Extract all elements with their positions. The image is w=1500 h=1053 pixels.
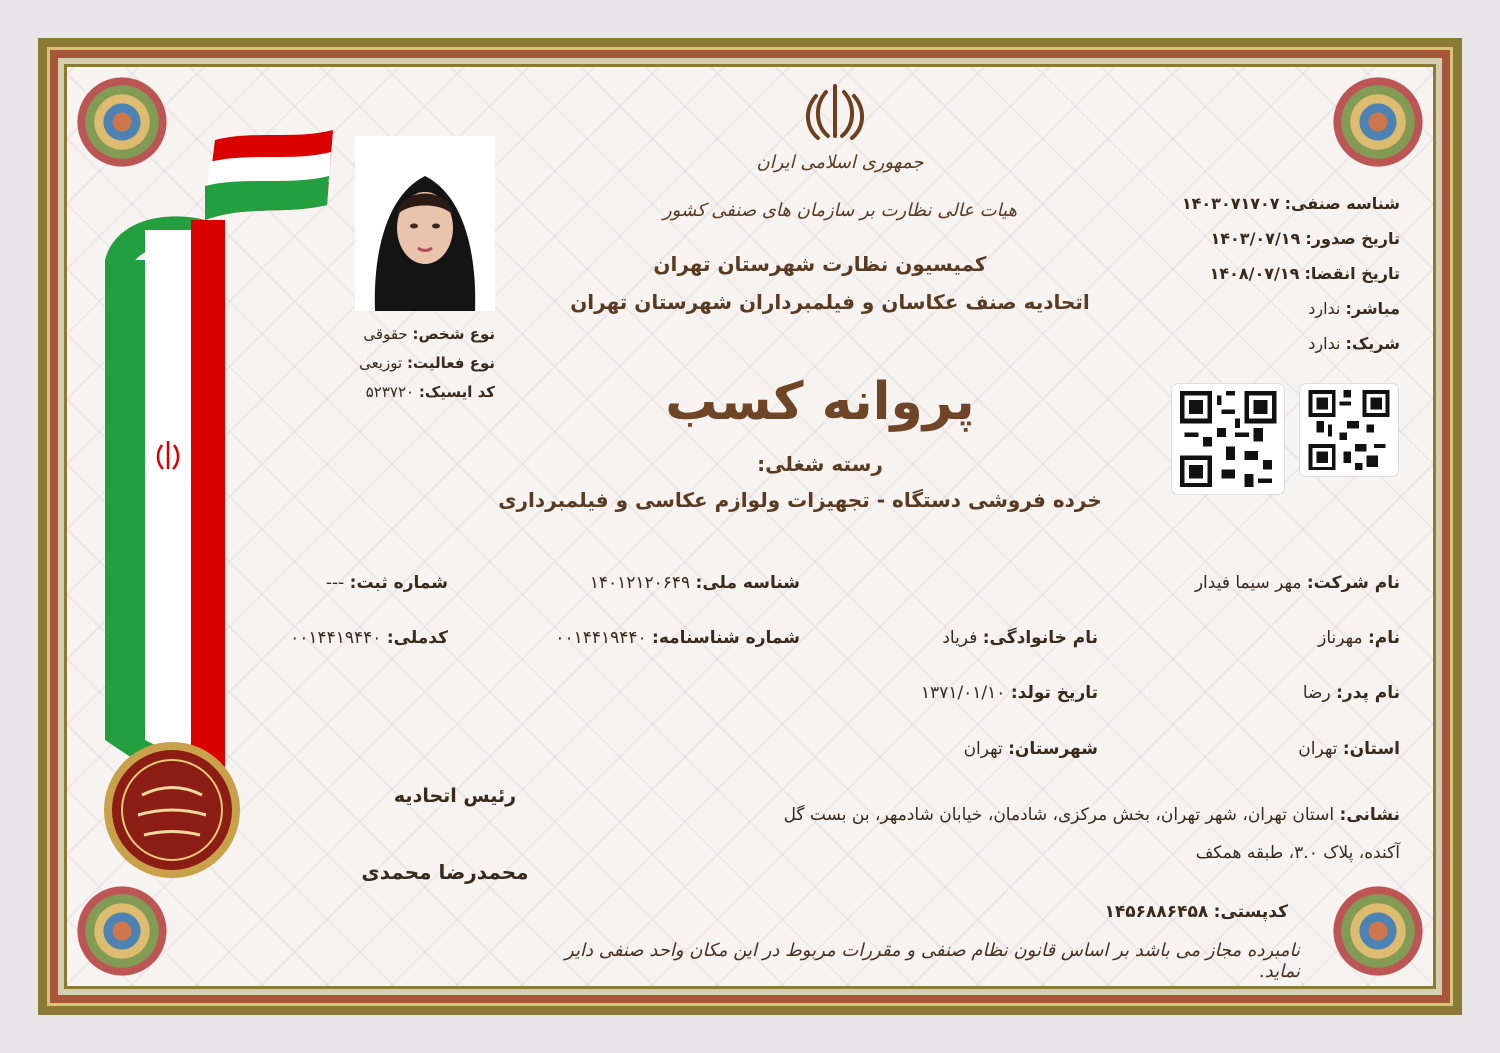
partner-row xyxy=(1080,326,1400,361)
first-name-label: نام: xyxy=(1367,628,1400,648)
company-field xyxy=(1195,573,1400,593)
expiry-date-row xyxy=(1080,256,1400,291)
birth-certificate-label: شماره شناسنامه: xyxy=(652,628,800,648)
first-name-field xyxy=(1318,628,1400,648)
license-info xyxy=(1080,186,1400,361)
father-name-field xyxy=(1303,683,1400,703)
iran-emblem-icon xyxy=(800,82,870,142)
national-id-field xyxy=(590,573,800,593)
category-label: رسته شغلی: xyxy=(757,452,883,476)
corner-ornament-icon xyxy=(1332,885,1424,977)
commission-text: کمیسیون نظارت شهرستان تهران xyxy=(653,252,987,276)
birth-date-field xyxy=(921,683,1098,703)
partner-label: شریک: xyxy=(1345,334,1400,353)
guild-id-row xyxy=(1080,186,1400,221)
person-type-value: حقوقی xyxy=(363,325,408,343)
signature-name: محمدرضا محمدی xyxy=(361,860,529,884)
family-name-field xyxy=(942,628,1098,648)
board-text: هیات عالی نظارت بر سازمان های صنفی کشور xyxy=(662,200,1018,221)
document-title: پروانه کسب xyxy=(665,372,975,432)
issue-date-row xyxy=(1080,221,1400,256)
republic-text: جمهوری اسلامی ایران xyxy=(756,152,924,173)
company-label: نام شرکت: xyxy=(1306,573,1400,593)
family-name-label: نام خانوادگی: xyxy=(982,628,1098,648)
union-text: اتحادیه صنف عکاسان و فیلمبرداران شهرستان تهران xyxy=(570,290,1090,314)
category-value: خرده فروشی دستگاه - تجهیزات ولوازم عکاسی و فیلمبرداری xyxy=(498,488,1102,512)
manager-label: مباشر: xyxy=(1345,299,1400,318)
province-value: تهران xyxy=(1298,739,1338,759)
signature-title: رئیس اتحادیه xyxy=(393,785,517,807)
birth-date-value: ۱۳۷۱/۰۱/۱۰ xyxy=(920,683,1006,703)
company-value: مهر سیما فیدار xyxy=(1194,573,1302,593)
applicant-photo xyxy=(355,136,495,311)
national-id-label: شناسه ملی: xyxy=(695,573,800,593)
postal-code-field xyxy=(1105,902,1289,922)
birth-certificate-value: ۰۰۱۴۴۱۹۴۴۰ xyxy=(555,628,647,648)
issue-date-value: ۱۴۰۳/۰۷/۱۹ xyxy=(1210,229,1301,248)
registration-value: --- xyxy=(325,573,345,593)
father-name-value: رضا xyxy=(1302,683,1331,703)
national-code-label: کدملی: xyxy=(386,628,448,648)
isic-label: کد ایسیک: xyxy=(418,383,495,401)
guild-id-label: شناسه صنفی: xyxy=(1284,194,1400,213)
city-label: شهرستان: xyxy=(1008,739,1098,759)
address-line2: آکنده، پلاک ۳.۰، طبقه همکف xyxy=(1195,843,1400,863)
postal-code-label: کدپستی: xyxy=(1213,902,1288,922)
corner-ornament-icon xyxy=(1332,76,1424,168)
registration-label: شماره ثبت: xyxy=(349,573,448,593)
birth-date-label: تاریخ تولد: xyxy=(1010,683,1098,703)
family-name-value: فریاد xyxy=(942,628,978,648)
guild-id-value: ۱۴۰۳۰۷۱۷۰۷ xyxy=(1181,194,1280,213)
partner-value: ندارد xyxy=(1308,334,1341,353)
expiry-date-value: ۱۴۰۸/۰۷/۱۹ xyxy=(1209,264,1300,283)
qr-code-icon xyxy=(1300,384,1398,476)
city-value: تهران xyxy=(963,739,1003,759)
qr-code-icon xyxy=(1172,384,1284,494)
activity-type-label: نوع فعالیت: xyxy=(406,354,495,372)
address-label: نشانی: xyxy=(1339,805,1400,825)
province-label: استان: xyxy=(1342,739,1400,759)
national-code-field xyxy=(290,628,448,648)
corner-ornament-icon xyxy=(76,885,168,977)
person-type-label: نوع شخص: xyxy=(412,325,495,343)
expiry-date-label: تاریخ انقضا: xyxy=(1304,264,1400,283)
seal-icon xyxy=(102,740,242,880)
postal-code-value: ۱۴۵۶۸۸۶۴۵۸ xyxy=(1104,902,1209,922)
manager-value: ندارد xyxy=(1308,299,1341,318)
activity-type-value: توزیعی xyxy=(359,354,403,372)
birth-certificate-field xyxy=(555,628,800,648)
address-line1: استان تهران، شهر تهران، بخش مرکزی، شادمان، خیابان شادمهر، بن بست گل xyxy=(783,805,1335,825)
national-id-value: ۱۴۰۱۲۱۲۰۶۴۹ xyxy=(589,573,691,593)
footer-note: نامبرده مجاز می باشد بر اساس قانون نظام صنفی و مقررات مربوط در این مکان واحد صنفی دایر نماید. xyxy=(565,940,1300,982)
father-name-label: نام پدر: xyxy=(1336,683,1400,703)
registration-field xyxy=(326,573,448,593)
isic-value: ۵۲۳۷۲۰ xyxy=(365,383,415,401)
address-field xyxy=(784,805,1400,825)
manager-row xyxy=(1080,291,1400,326)
first-name-value: مهرناز xyxy=(1318,628,1363,648)
national-code-value: ۰۰۱۴۴۱۹۴۴۰ xyxy=(290,628,382,648)
issue-date-label: تاریخ صدور: xyxy=(1305,229,1400,248)
city-field xyxy=(964,739,1098,759)
province-field xyxy=(1298,739,1400,759)
